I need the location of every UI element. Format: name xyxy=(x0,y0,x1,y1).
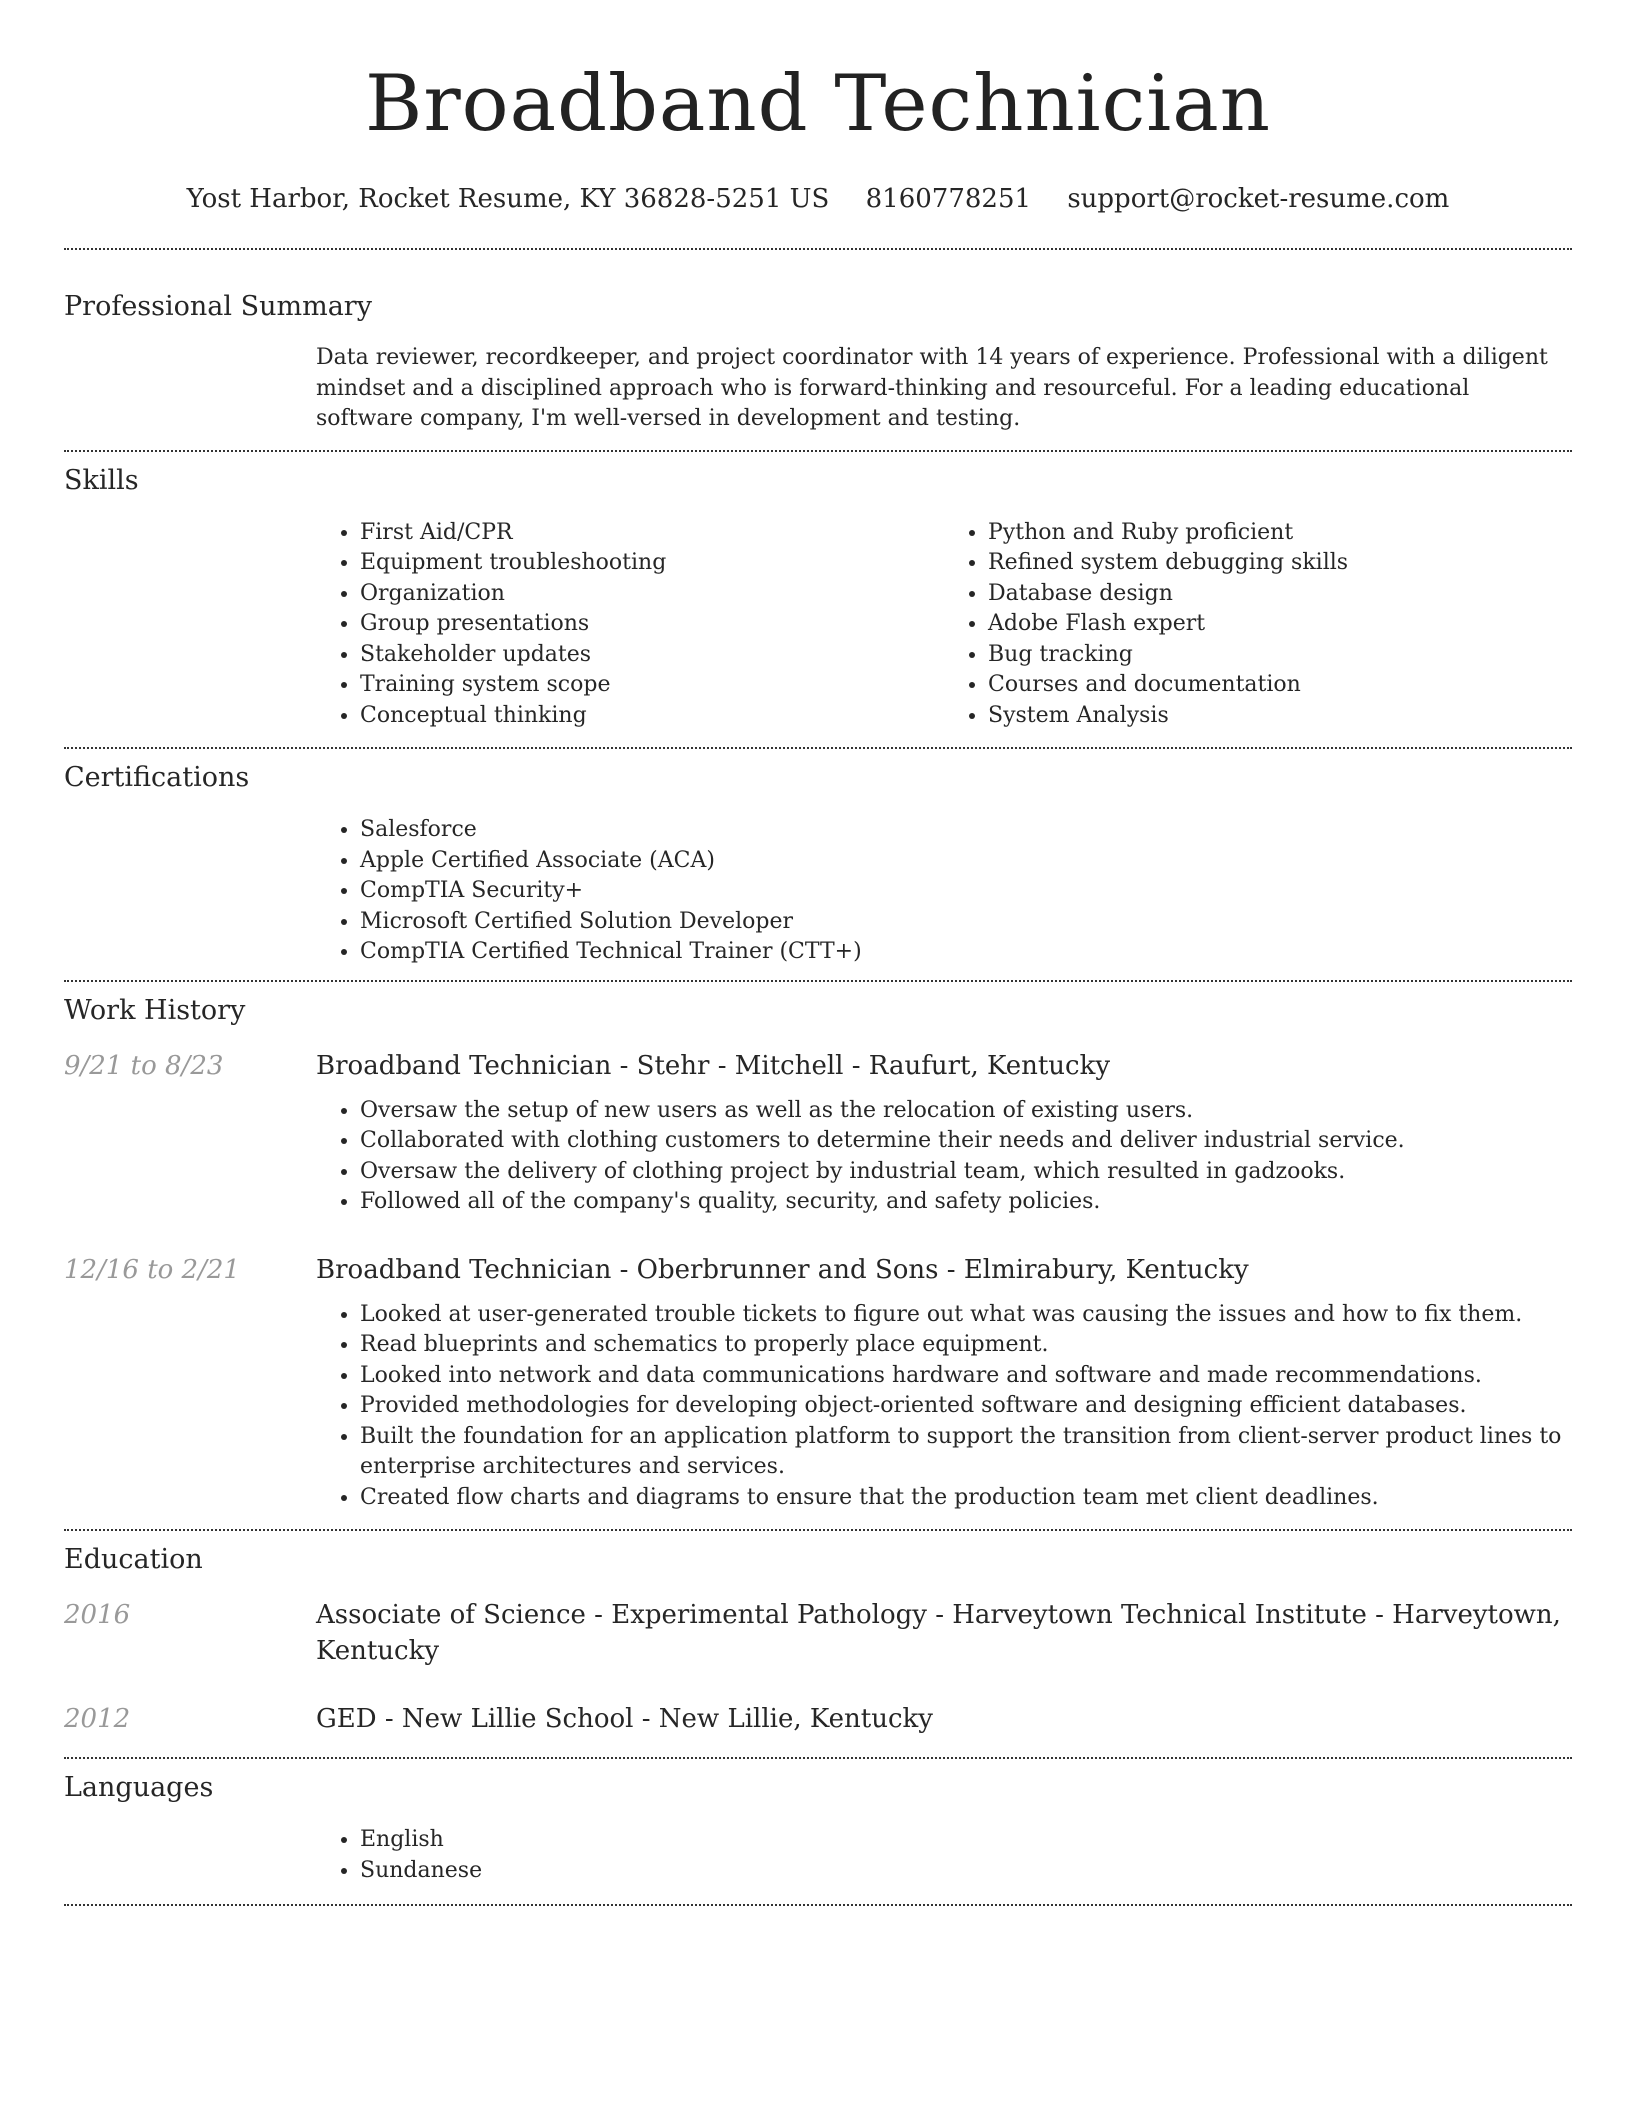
list-item: • Oversaw the delivery of clothing project by industrial team, which resulted in gadzooks. xyxy=(360,1157,1572,1188)
list-item: • Conceptual thinking xyxy=(360,701,944,732)
list-item: • Bug tracking xyxy=(988,640,1572,671)
contact-phone: 8160778251 xyxy=(865,184,1032,214)
list-item: • Database design xyxy=(988,579,1572,610)
languages-title: Languages xyxy=(64,1772,214,1803)
list-item: • Python and Ruby proficient xyxy=(988,518,1572,549)
skills-left-column xyxy=(316,518,944,732)
list-item: • Equipment troubleshooting xyxy=(360,548,944,579)
list-item: • Looked at user-generated trouble tickets to figure out what was causing the issues and how to fix them. xyxy=(360,1300,1572,1331)
divider xyxy=(64,1757,1572,1759)
list-item: • Built the foundation for an application platform to support the transition from client-server product lines to enterprise architectures and services. xyxy=(360,1422,1572,1483)
job-entry xyxy=(64,1048,1572,1218)
education-text: GED - New Lillie School - New Lillie, Kentucky xyxy=(316,1704,933,1734)
list-item: • Looked into network and data communications hardware and software and made recommendations. xyxy=(360,1361,1572,1392)
list-item: • English xyxy=(360,1825,1572,1856)
list-item: • Collaborated with clothing customers to determine their needs and deliver industrial service. xyxy=(360,1126,1572,1157)
contact-line xyxy=(64,182,1572,216)
education-title: Education xyxy=(64,1544,203,1575)
list-item: • Courses and documentation xyxy=(988,670,1572,701)
education-entry xyxy=(64,1701,1572,1737)
divider xyxy=(64,980,1572,982)
resume-page xyxy=(64,0,1572,1906)
certifications-list xyxy=(316,815,1572,968)
work-section xyxy=(64,994,1572,1514)
summary-title: Professional Summary xyxy=(64,291,372,322)
divider xyxy=(64,248,1572,250)
certifications-section xyxy=(64,761,1572,968)
list-item: • Microsoft Certified Solution Developer xyxy=(360,907,1572,938)
list-item: • Refined system debugging skills xyxy=(988,548,1572,579)
contact-address: Yost Harbor, Rocket Resume, KY 36828-5251 US xyxy=(186,184,830,214)
job-bullets xyxy=(316,1096,1572,1218)
job-dates: 9/21 to 8/23 xyxy=(64,1050,224,1081)
resume-name: Broadband Technician xyxy=(365,59,1271,149)
divider xyxy=(64,747,1572,749)
list-item: • Provided methodologies for developing object-oriented software and designing efficient databases. xyxy=(360,1391,1572,1422)
divider xyxy=(64,1904,1572,1906)
list-item: • Training system scope xyxy=(360,670,944,701)
list-item: • Apple Certified Associate (ACA) xyxy=(360,846,1572,877)
languages-section xyxy=(64,1771,1572,1886)
certifications-title: Certifications xyxy=(64,762,250,793)
list-item: • Created flow charts and diagrams to ensure that the production team met client deadlines. xyxy=(360,1483,1572,1514)
list-item: • Stakeholder updates xyxy=(360,640,944,671)
list-item: • First Aid/CPR xyxy=(360,518,944,549)
contact-email: support@rocket-resume.com xyxy=(1067,184,1450,214)
summary-section xyxy=(64,290,1572,435)
job-title: Broadband Technician - Stehr - Mitchell - Raufurt, Kentucky xyxy=(316,1050,1111,1081)
work-title: Work History xyxy=(64,994,246,1026)
education-section xyxy=(64,1543,1572,1737)
list-item: • Adobe Flash expert xyxy=(988,609,1572,640)
list-item: • Group presentations xyxy=(360,609,944,640)
job-title: Broadband Technician - Oberbrunner and Sons - Elmirabury, Kentucky xyxy=(316,1254,1249,1285)
job-dates: 12/16 to 2/21 xyxy=(64,1254,240,1285)
list-item: • Oversaw the setup of new users as well as the relocation of existing users. xyxy=(360,1096,1572,1127)
skills-section xyxy=(64,464,1572,732)
divider xyxy=(64,450,1572,452)
skills-list xyxy=(316,518,1572,732)
job-bullets xyxy=(316,1300,1572,1514)
list-item: • Sundanese xyxy=(360,1856,1572,1887)
summary-text: Data reviewer, recordkeeper, and project coordinator with 14 years of experience. Professional with a diligent mindset and a disciplined approach who is forward-thinking and resourceful. For a leading educational software company, I'm well-versed in development and testing. xyxy=(316,345,1548,431)
list-item: • Organization xyxy=(360,579,944,610)
list-item: • System Analysis xyxy=(988,701,1572,732)
education-year: 2012 xyxy=(64,1704,131,1734)
list-item: • Followed all of the company's quality, security, and safety policies. xyxy=(360,1187,1572,1218)
education-year: 2016 xyxy=(64,1600,131,1630)
divider xyxy=(64,1529,1572,1531)
job-entry xyxy=(64,1252,1572,1514)
education-entry xyxy=(64,1597,1572,1669)
skills-title: Skills xyxy=(64,464,139,496)
languages-list xyxy=(316,1825,1572,1886)
skills-right-column xyxy=(944,518,1572,732)
list-item: • CompTIA Security+ xyxy=(360,876,1572,907)
list-item: • Read blueprints and schematics to properly place equipment. xyxy=(360,1330,1572,1361)
list-item: • Salesforce xyxy=(360,815,1572,846)
list-item: • CompTIA Certified Technical Trainer (CTT+) xyxy=(360,937,1572,968)
education-text: Associate of Science - Experimental Pathology - Harveytown Technical Institute - Harveytown, Kentucky xyxy=(316,1600,1561,1666)
